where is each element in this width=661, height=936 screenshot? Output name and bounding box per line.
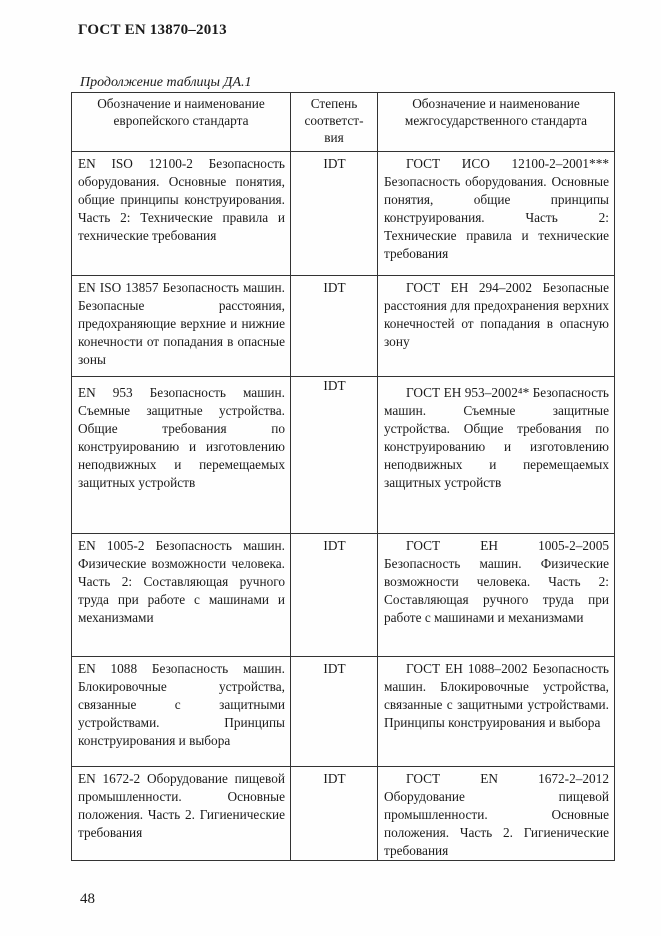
degree-cell: IDT (291, 767, 378, 861)
european-standard-cell: EN 1088 Безопасность машин. Блокировочные устройства, связанные с защитными устройствами. Принципы конструирования и выбора (72, 657, 291, 767)
table-row (72, 657, 615, 767)
european-standard-cell: EN ISO 13857 Безопасность машин. Безопасные расстояния, предохраняющие верхние и нижние конечности от попадания в опасные зоны (72, 276, 291, 377)
interstate-standard-cell: ГОСТ ЕН 953–2002⁴* Безопасность машин. Съемные защитные устройства. Общие требования по конструированию и изготовлению неподвижных и перемещаемых защитных устройств (378, 377, 615, 534)
table-row (72, 534, 615, 657)
table-row (72, 152, 615, 276)
interstate-standard-cell: ГОСТ ЕН 294–2002 Безопасные расстояния для предохранения верхних конечностей от попадания в опасную зону (378, 276, 615, 377)
document-header: ГОСТ EN 13870–2013 (78, 22, 227, 38)
interstate-standard-cell: ГОСТ ИСО 12100-2–2001*** Безопасность оборудования. Основные понятия, общие принципы конструирования. Часть 2: Технические правила и технические требования (378, 152, 615, 276)
column-header-degree: Степень соответст-вия (291, 93, 378, 152)
column-header-interstate: Обозначение и наименование межгосударственного стандарта (378, 93, 615, 152)
degree-cell: IDT (291, 657, 378, 767)
table-continuation-label: Продолжение таблицы ДА.1 (80, 75, 252, 90)
standards-table (71, 92, 615, 861)
table-row (72, 276, 615, 377)
degree-cell: IDT (291, 152, 378, 276)
european-standard-cell: EN ISO 12100-2 Безопасность оборудования. Основные понятия, общие принципы конструирования. Часть 2: Технические правила и технические требования (72, 152, 291, 276)
table-header-row (72, 93, 615, 152)
degree-cell: IDT (291, 276, 378, 377)
european-standard-cell: EN 953 Безопасность машин. Съемные защитные устройства. Общие требования по конструированию и изготовлению неподвижных и перемещаемых защитных устройств (72, 377, 291, 534)
degree-cell: IDT (291, 377, 378, 534)
degree-cell: IDT (291, 534, 378, 657)
table-row (72, 377, 615, 534)
interstate-standard-cell: ГОСТ ЕН 1088–2002 Безопасность машин. Блокировочные устройства, связанные с защитными устройствами. Принципы конструирования и выбора (378, 657, 615, 767)
european-standard-cell: EN 1005-2 Безопасность машин. Физические возможности человека. Часть 2: Составляющая ручного труда при работе с машинами и механизмами (72, 534, 291, 657)
european-standard-cell: EN 1672-2 Оборудование пищевой промышленности. Основные положения. Часть 2. Гигиенические требования (72, 767, 291, 861)
page-number: 48 (80, 891, 95, 907)
column-header-european: Обозначение и наименование европейского стандарта (72, 93, 291, 152)
interstate-standard-cell: ГОСТ ЕН 1005-2–2005 Безопасность машин. Физические возможности человека. Часть 2: Составляющая ручного труда при работе с машинами и механизмами (378, 534, 615, 657)
table-row (72, 767, 615, 861)
interstate-standard-cell: ГОСТ EN 1672-2–2012 Оборудование пищевой промышленности. Основные положения. Часть 2. Гигиенические требования (378, 767, 615, 861)
